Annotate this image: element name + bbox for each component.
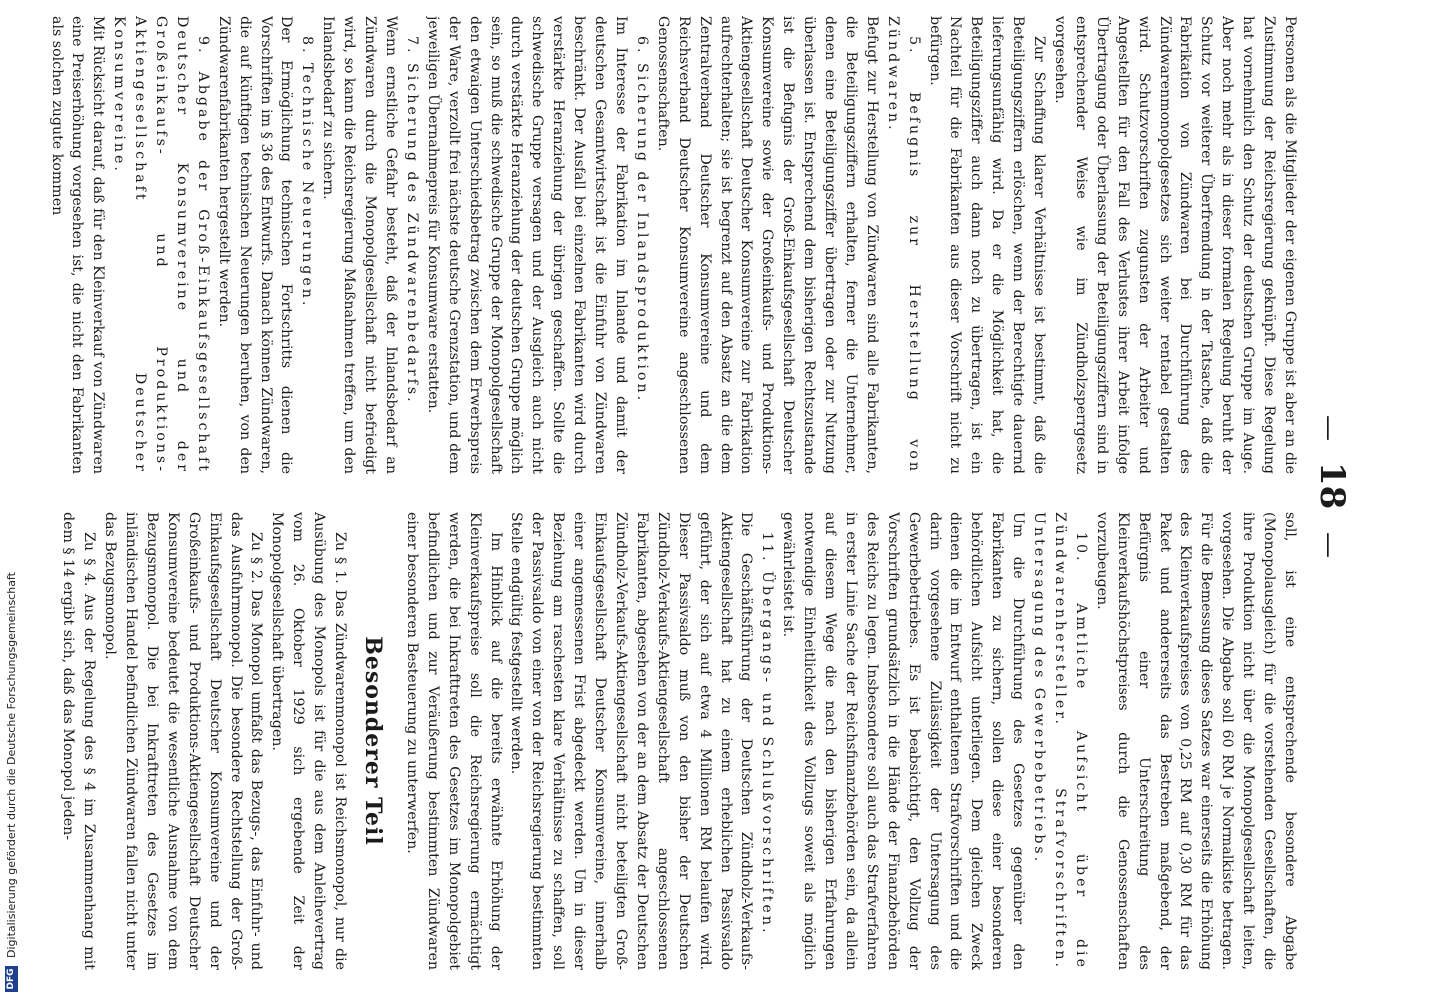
page-number: 18 <box>1312 462 1352 510</box>
paragraph: Befugt zur Herstellung von Zündwaren sind alle Fabrikanten, die Beteiligungsziffern erhalten, ferner die Unternehmer, denen eine Beteiligungsziffer übertragen oder zur Nutzung überlassen ist. Entsprechend dem bisherigen Rechtszustande ist die Befugnis der Groß-Einkaufsgesellschaft Deutscher Konsumvereine sowie der Großeinkaufs- und Produktions-Aktiengesellschaft Deutscher Konsumvereine zur Fabrikation aufrechterhalten; sie ist begrenzt auf den Absatz an die dem Zentralverband Deutscher Konsumvereine und dem Reichsverband Deutscher Konsumvereine angeschlossenen Genossenschaften. <box>654 16 880 474</box>
section-heading: 5. Befugnis zur Herstellung von Zündwaren. <box>884 16 922 474</box>
section-heading: 10. Amtliche Aufsicht über die Zündwarenhersteller. Strafvorschriften. Untersagung des Gewerbebetriebs. <box>1031 512 1089 970</box>
left-column <box>30 16 1300 474</box>
paragraph: Zur Schaffung klarer Verhältnisse ist bestimmt, daß die Beteiligungsziffern erlöschen, wenn der Berechtigte dauernd lieferungsunfähig wird. Da er die Möglichkeit hat, die Beteiligungsziffer auch dann noch zu übertragen, ist ein Nachteil für die Fabrikanten aus dieser Vorschrift nicht zu befürgen. <box>926 16 1048 474</box>
right-column <box>30 512 1300 970</box>
paragraph: Im Interesse der Fabrikation im Inlande und damit der deutschen Gesamtwirtschaft ist die Einfuhr von Zündwaren beschränkt. Der Ausfall bei einzelnen Fabrikanten wird durch verstärkte Heranziehung der übrigen geschaffen. Sollte die schwedische Gruppe versagen und der Ausgleich auch nicht durch verstärkte Heranziehung der deutschen Gruppe möglich sein, so muß die schwedische Gruppe der Monopolgesellschaft den etwaigen Unterschiedsbetrag zwischen dem Erwerbspreis der Ware, verzollt frei nächste deutsche Grenzstation, und dem jeweiligen Übernahmepreis für Konsumware erstatten. <box>424 16 629 474</box>
paragraph: Im Hinblick auf die bereits erwähnte Erhöhung der Kleinverkaufspreise soll die Reichsregierung ermächtigt werden, die bei Inkrafttreten des Gesetzes im Monopolgebiet befindlichen und zur Veräußerung bestimmten Zündwaren einer besonderen Besteuerung zu unterwerfen. <box>403 512 504 970</box>
paragraph: soll, ist eine entsprechende besondere Abgabe (Monopolausgleich) für die vorstehenden Gesellschaften, die ihre Produktion nicht über die Monopolgesellschaft leiten, vorgesehen. Die Abgabe soll 60 RM je Normalkiste betragen. Für die Bemessung dieses Satzes war einerseits die Erhöhung des Kleinverkaufspreises von 0,25 RM auf 0,30 RM für das Paket und andererseits das Bestreben maßgebend, der Befürgnis einer Unterschreitung des Kleinverkaufshöchstpreises durch die Genossenschaften vorzubeugen. <box>1093 512 1298 970</box>
paragraph: Wenn ernstliche Gefahr besteht, daß der Inlandsbedarf an Zündwaren durch die Monopolgesellschaft nicht befriedigt wird, so kann die Reichsregierung Maßnahmen treffen, um den Inlandsbedarf zu sichern. <box>320 16 400 474</box>
paragraph: Zu § 1. Das Zündwarenmonopol ist Reichsmonopol, nur die Ausübung des Monopols ist für die aus dem Anleihevertrag vom 26. Oktober 1929 sich ergebende Zeit der Monopolgesellschaft übertragen. <box>269 512 349 970</box>
section-heading: 11. Übergangs- und Schlußvorschriften. <box>759 532 776 936</box>
page-header <box>1300 0 1360 980</box>
section-heading: 9. Abgabe der Groß-Einkaufsgesellschaft Deutscher Konsumvereine und der Großeinkaufs- und Produktions-Aktiengesellschaft Deutscher Konsumvereine. <box>111 16 211 474</box>
paragraph: Zu § 4. Aus der Regelung des § 4 im Zusammenhang mit dem § 14 ergibt sich, daß das Monopol jeden- <box>60 512 98 970</box>
section-title: Besonderer Teil <box>360 636 387 846</box>
credit-text: Digitalisierung gefördert durch die Deutsche Forschungsgemeinschaft <box>4 572 18 958</box>
paragraph: Zu § 2. Das Monopol umfaßt das Bezugs-, das Einfuhr- und das Ausfuhrmonopol. Die besondere Rechtstellung der Groß-Einkaufsgesellschaft Deutscher Konsumvereine und der Großeinkaufs- und Produktions-Aktiengesellschaft Deutscher Konsumvereine bedeutet die wesentliche Ausnahme von dem Bezugsmonopol. Die bei Inkrafttreten des Gesetzes im inländischen Handel befindlichen Zündwaren fallen nicht unter das Bezugsmonopol. <box>102 512 265 970</box>
paragraph: Personen als die Mitglieder der eigenen Gruppe ist aber an die Zustimmung der Reichsregierung geknüpft. Diese Regelung hat vornehmlich den Schutz der deutschen Gruppe im Auge. Aber noch mehr als in dieser formalen Regelung beruht der Schutz vor weiterer Überfremdung in der Tatsache, daß die Fabrikation von Zündwaren bei Durchführung des Zündwarenmonopolgesetzes sich weiter rentabel gestalten wird. Schutzvorschriften zugunsten der Arbeiter und Angestellten für den Fall des Verlustes ihrer Arbeit infolge Übertragung oder Überlassung der Beteiligungsziffern sind in entsprechender Weise wie im Zündholzsperrgesetz vorgesehen. <box>1052 16 1298 474</box>
section-heading: 6. Sicherung der Inlandsproduktion. <box>633 36 650 404</box>
paragraph: Um die Durchführung des Gesetzes gegenüber den Fabrikanten zu sichern, sollen diese einer besonderen behördlichen Aufsicht unterliegen. Dem gleichen Zweck dienen die im Entwurf enthaltenen Strafvorschriften und die darin vorgesehene Zulässigkeit der Untersagung des Gewerbebetriebes. Es ist beabsichtigt, den Vollzug der Vorschriften grundsätzlich in die Hände der Finanzbehörden des Reichs zu legen. Insbesondere soll auch das Strafverfahren in erster Linie Sache der Reichsfinanzbehörden sein, da allein auf diesem Wege die nach den bisherigen Erfahrungen notwendige Einheitlichkeit des Vollzugs soweit als möglich gewährleistet ist. <box>780 512 1027 970</box>
header-dash-right: — <box>1314 532 1344 558</box>
header-dash-left: — <box>1314 415 1344 441</box>
section-heading: 7. Sicherung des Zündwarenbedarfs. <box>403 36 420 405</box>
paragraph: Die Geschäftsführung der Deutschen Zündholz-Verkaufs-Aktiengesellschaft hat zu einem erheblichen Passivsaldo geführt, der sich auf etwa 4 Millionen RM belaufen wird. Dieser Passivsaldo muß von den bisher der Deutschen Zündholz-Verkaufs-Aktiengesellschaft angeschlossenen Fabrikanten, abgesehen von der an dem Absatz der Deutschen Zündholz-Verkaufs-Aktiengesellschaft nicht beteiligten Groß-Einkaufsgesellschaft Deutscher Konsumvereine, innerhalb einer angemessenen Frist abgedeckt werden. Um in dieser Beziehung am raschesten klare Verhältnisse zu schaffen, soll der Passivsaldo von einer von der Reichsregierung bestimmten Stelle endgültig festgestellt werden. <box>508 512 755 970</box>
digitization-credit <box>2 0 20 1000</box>
paragraph: Mit Rücksicht darauf, daß für den Kleinverkauf von Zündwaren eine Preiserhöhung vorgesehen ist, die nicht den Fabrikanten als solchen zugute kommen <box>48 16 107 474</box>
section-heading: 8. Technische Neuerungen. <box>299 36 316 309</box>
paragraph: Der Ermöglichung technischen Fortschritts dienen die Vorschriften im § 36 des Entwurfs. Danach können Zündwaren, die auf künftigen technischen Neuerungen beruhen, von den Zündwarenfabrikanten hergestellt werden. <box>215 16 295 474</box>
dfg-logo: DFG <box>5 966 18 992</box>
